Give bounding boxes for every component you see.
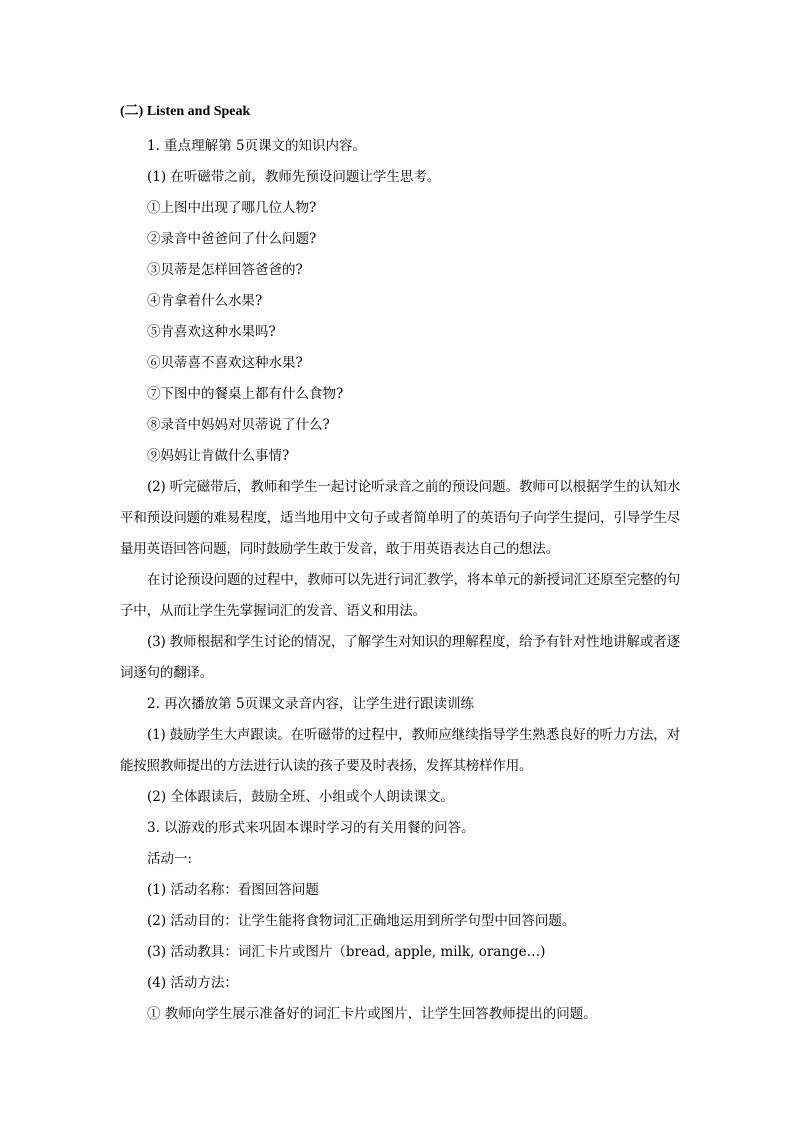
question-5: ⑤肯喜欢这种水果吗? [147,324,276,340]
activity-purpose: (2) 活动目的：让学生能将食物词汇正确地运用到所学句型中回答问题。 [147,913,576,929]
line-group-read: (2) 全体跟读后，鼓励全班、小组或个人朗读课文。 [147,789,454,805]
section-heading: (二) Listen and Speak [120,104,251,119]
question-9: ⑨妈妈让肯做什么事情? [147,448,290,464]
paragraph-read-aloud: (1) 鼓励学生大声跟读。在听磁带的过程中，教师应继续指导学生熟悉良好的听力方法，对能按照教师提出的方法进行认读的孩子要及时表扬，发挥其榜样作用。 [120,727,680,774]
document-page [120,100,680,1030]
question-8: ⑧录音中妈妈对贝蒂说了什么? [147,417,330,433]
paragraph-vocabulary: 在讨论预设问题的过程中，教师可以先进行词汇教学，将本单元的新授词汇还原至完整的句子中，从而让学生先掌握词汇的发音、语义和用法。 [120,572,680,619]
activity-method-step-1: ① 教师向学生展示准备好的词汇卡片或图片，让学生回答教师提出的问题。 [147,1006,597,1022]
question-4: ④肯拿着什么水果? [147,293,263,309]
step-3-title: 3. 以游戏的形式来巩固本课时学习的有关用餐的问答。 [147,820,475,836]
question-7: ⑦下图中的餐桌上都有什么食物? [147,386,344,402]
activity-method: (4) 活动方法： [147,975,238,991]
question-6: ⑥贝蒂喜不喜欢这种水果? [147,355,303,371]
activity-label: 活动一: [147,851,193,867]
step-1-title: 1. 重点理解第 5页课文的知识内容。 [147,138,367,154]
paragraph-explanation: (3) 教师根据和学生讨论的情况，了解学生对知识的理解程度，给予有针对性地讲解或者逐词逐句的翻译。 [120,634,680,681]
activity-name: (1) 活动名称：看图回答问题 [147,882,319,898]
question-2: ②录音中爸爸问了什么问题? [147,231,317,247]
question-1: ①上图中出现了哪几位人物? [147,200,317,216]
question-3: ③贝蒂是怎样回答爸爸的? [147,262,303,278]
paragraph-discussion: (2) 听完磁带后，教师和学生一起讨论听录音之前的预设问题。教师可以根据学生的认知水平和预设问题的难易程度，适当地用中文句子或者简单明了的英语句子向学生提问，引导学生尽量用英语回答问题，同时鼓励学生敢于发音，敢于用英语表达自己的想法。 [120,479,680,557]
sub-step-title: (1) 在听磁带之前，教师先预设问题让学生思考。 [147,169,441,185]
step-2-title: 2. 再次播放第 5页课文录音内容，让学生进行跟读训练 [147,696,475,712]
activity-materials: (3) 活动教具：词汇卡片或图片（bread, apple, milk, orange…) [147,944,546,960]
